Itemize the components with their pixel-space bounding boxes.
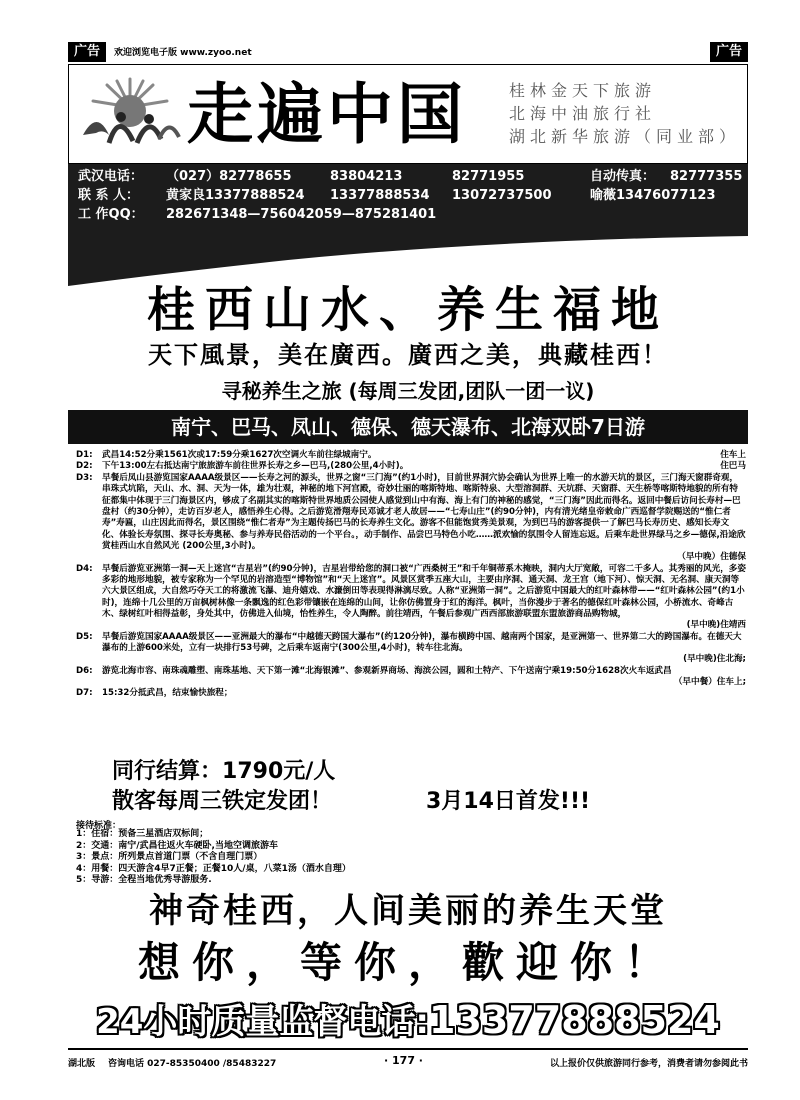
phone-label: 武汉电话：: [78, 169, 144, 184]
day-label: D1:: [76, 450, 93, 460]
footer-divider: [68, 1048, 748, 1050]
contact-bar: [68, 164, 748, 228]
standards-header: 接待标准：: [76, 821, 122, 831]
phone-number: 82771955: [452, 169, 525, 184]
closing-tagline: 神奇桂西，人间美丽的养生天堂: [149, 891, 667, 931]
footer: [68, 1056, 748, 1070]
itinerary-day: [76, 461, 746, 472]
edition-label: 湖北版: [68, 1059, 96, 1069]
agency-item: 北海中油旅行社: [509, 104, 657, 123]
day-lodging: （早中餐）住车上;: [673, 676, 746, 687]
day-label: D7:: [76, 687, 93, 698]
qq-label: 工 作QQ：: [78, 207, 144, 222]
person-label: 联 系 人：: [78, 188, 140, 203]
ad-label-left: 广告: [68, 42, 106, 62]
day-label: D5:: [76, 631, 93, 642]
top-bar: [68, 42, 748, 64]
fax-label: 自动传真：: [590, 169, 656, 184]
standard-item: 3：景点：所列景点首道门票（不含自理门票）: [76, 852, 263, 862]
disclaimer: 以上报价仅供旅游同行参考，消费者请勿参阅此书: [549, 1059, 748, 1069]
day-label: D2:: [76, 461, 93, 472]
page-subtitle: 天下風景，美在廣西。廣西之美，典藏桂西！: [148, 340, 668, 369]
day-text: 下午13:00左右抵达南宁旅旅游车前往世界长寿之乡—巴马,(280公里,4小时)。: [102, 461, 409, 472]
price-line: [112, 757, 335, 787]
phone-row: [78, 167, 743, 186]
hotline-number: 13377888524: [429, 998, 720, 1042]
itinerary-day: [76, 473, 746, 564]
person-row: [78, 186, 738, 205]
fax-number: 82777355: [670, 169, 743, 184]
standard-item: 4：用餐：四天游含4早7正餐；正餐10人/桌，八菜1汤（酒水自理）: [76, 863, 351, 874]
tour-slogan: 寻秘养生之旅 (每周三发团,团队一团一议): [221, 379, 595, 403]
standard-item: 5：导游：全程当地优秀导游服务.: [76, 875, 212, 885]
departure-schedule: 散客每周三铁定发团！: [112, 789, 333, 814]
day-label: D6:: [76, 665, 93, 676]
itinerary-day: [76, 632, 746, 666]
phone-number: （027）82778655: [166, 169, 292, 184]
price-value: 1790元/人: [222, 759, 336, 784]
person2-contact: 喻薇13476077123: [590, 188, 716, 203]
standard-item: 2：交通：南宁/武昌往返火车硬卧,当地空调旅游车: [76, 840, 278, 851]
day-label: D3:: [76, 472, 93, 483]
day-lodging: 住车上: [720, 450, 746, 460]
agency-list: [509, 79, 744, 148]
day-label: D4:: [76, 563, 93, 574]
welcome-text: 欢迎浏览电子版 www.zyoo.net: [114, 48, 252, 58]
itinerary-day: [76, 666, 746, 688]
day-text: 早餐后凤山县游览国家AAAA级景区——长寿之河的源头，世界之窗“三门海”(约1小时)，目前世界洞穴协会确认为世界上唯一的水游天坑的景区，三门海天窗群奇观，串珠式坑陷，天山、水、洞、天为一体，雄为壮观，神秘的地下河宫殿，奇妙壮丽的喀斯特地、喀斯特泉、大型溶洞群、天坑群、天窗群、天生桥等喀斯特地貌的所有特征都集中体现于三门海景区内，够成了名副其实的喀斯特世界地质公园使人感觉到山中有海、海上有门的神秘的感觉，“三门海”因此而得名。返回中餐后访问长寿村—巴盘村（约30分钟），走访百岁老人，感悟养生心得。之后游览滑翔寿民邓诚才老人故居——“七寿山庄”(约90分钟)，内有清光绪皇帝敕命广西巡督学院赐送的“惟仁者寿”寿匾，山庄因此而得名，景区围绕“惟仁者寿”为主题传扬巴马的长寿养生文化。游客不但能饱赏秀美景观，为到巴马的游客提供一了解巴马长寿历史、感知长寿文化、体验长寿氛围、探寻长寿奥秘、参与养寿民俗活动的一个平台。，动手制作、品尝巴马特色小吃……派欢愉的氛围令人留连忘返。后乘车赴世界绿马之乡—德保,沿途欣赏桂西山水自然风光 (200公里,3小时)。: [102, 472, 746, 552]
standards-list: [76, 829, 351, 887]
agency-item: 湖北新华旅游（同业部）: [509, 127, 741, 146]
closing-welcome: 想你，等你，歡迎你！: [137, 938, 678, 987]
page-title: 桂西山水、养生福地: [146, 282, 669, 338]
itinerary-day: [76, 688, 746, 699]
price-label: 同行结算：: [112, 759, 223, 784]
hotline-label: 24小时质量监督电话:: [96, 1002, 430, 1042]
header-banner: [68, 64, 748, 164]
page-number: · 177 ·: [384, 1054, 423, 1067]
day-text: 武昌14:52分乘1561次或17:59分乘1627次空调火车前往绿城南宁。: [102, 450, 377, 460]
hotline: [68, 996, 748, 1046]
agency-item: 桂林金天下旅游: [509, 81, 657, 100]
brand-name: 走遍中国: [187, 75, 467, 153]
phone-number: 83804213: [330, 169, 403, 184]
mobile-number: 13072737500: [452, 188, 552, 203]
day-text: 15:32分抵武昌，结束愉快旅程；: [102, 687, 233, 698]
standard-item: 1：住宿：预备三星酒店双标间；: [76, 829, 209, 839]
day-text: 早餐后游览国家AAAA级景区——亚洲最大的瀑布“中越德天跨国大瀑布”(约120分钟)，瀑布横跨中国、越南两个国家，是亚洲第一、世界第二大的跨国瀑布。在德天大瀑布的上游600米处，立有一块排行53号碑，之后乘车返南宁(300公里,4小时)，转车往北海。: [102, 631, 742, 654]
day-lodging: （早中晚）住德保: [677, 552, 746, 563]
itinerary: [76, 450, 746, 699]
mobile-number: 13377888534: [330, 188, 430, 203]
day-lodging: 住巴马: [720, 461, 746, 472]
swoosh-divider-icon: [68, 226, 748, 286]
first-departure: 3月14日首发!!!: [426, 789, 591, 814]
day-lodging: (早中晚)住北海;: [683, 654, 746, 665]
route-bar: 南宁、巴马、凤山、德保、德天瀑布、北海双卧7日游: [68, 410, 748, 444]
day-lodging: (早中晚)住靖西: [686, 620, 746, 631]
consult-phone: 咨询电话 027-85350400 /85483227: [108, 1059, 277, 1069]
day-text: 游览北海市容、南珠魂雕塑、南珠基地、天下第一滩“北海银滩”、参观新界商场、海滨公园，圆和土特产、下午送南宁乘19:50分1628次火车返武昌: [102, 665, 672, 676]
itinerary-day: [76, 450, 746, 461]
ad-label-right: 广告: [710, 42, 748, 62]
qq-numbers: 282671348—756042059—875281401: [166, 207, 437, 222]
qq-row: [78, 205, 738, 224]
person-contact: 黄家良13377888524: [166, 188, 305, 203]
day-text: 早餐后游览亚洲第一洞—天上迷宫“吉星岩”(约90分钟)，吉星岩带给您的洞口被“广西桑树王”和千年铜蒂系木掩映，洞内大厅宽敞，可容二千多人。其秀丽的风光，多姿多彩的地形地貌，被专家称为一个罕见的岩溶造型“博物馆”和“天上迷宫”。风景区赏季五座大山，主要由序洞、通天洞、龙王宫（地下河）、惊天洞、无名洞、康天洞等六大景区组成，大自然巧夺天工的将激流飞瀑、迪舟嬉戏、水濂倒田等表现得淋漓尽致。人称“亚洲第一洞”。之后游览中国最大的红叶森林带——“红叶森林公园”(约1小时)，连绵十几公里的万亩枫树林像一条飘逸的红色彩带镶嵌在连绵的山间，让你仿佛置身于红的海洋。枫叶，当你漫步于著名的德保红叶森林公园，小桥流水、奇峰古木、绿树红叶相得益彰，身处其中，仿佛进入仙境，怡性养生，令人陶醉。前往靖西，午餐后参观广西西部旅游联盟东盟旅游商品购物城，: [102, 563, 746, 620]
itinerary-day: [76, 564, 746, 632]
sun-dancers-logo-icon: [75, 73, 185, 157]
